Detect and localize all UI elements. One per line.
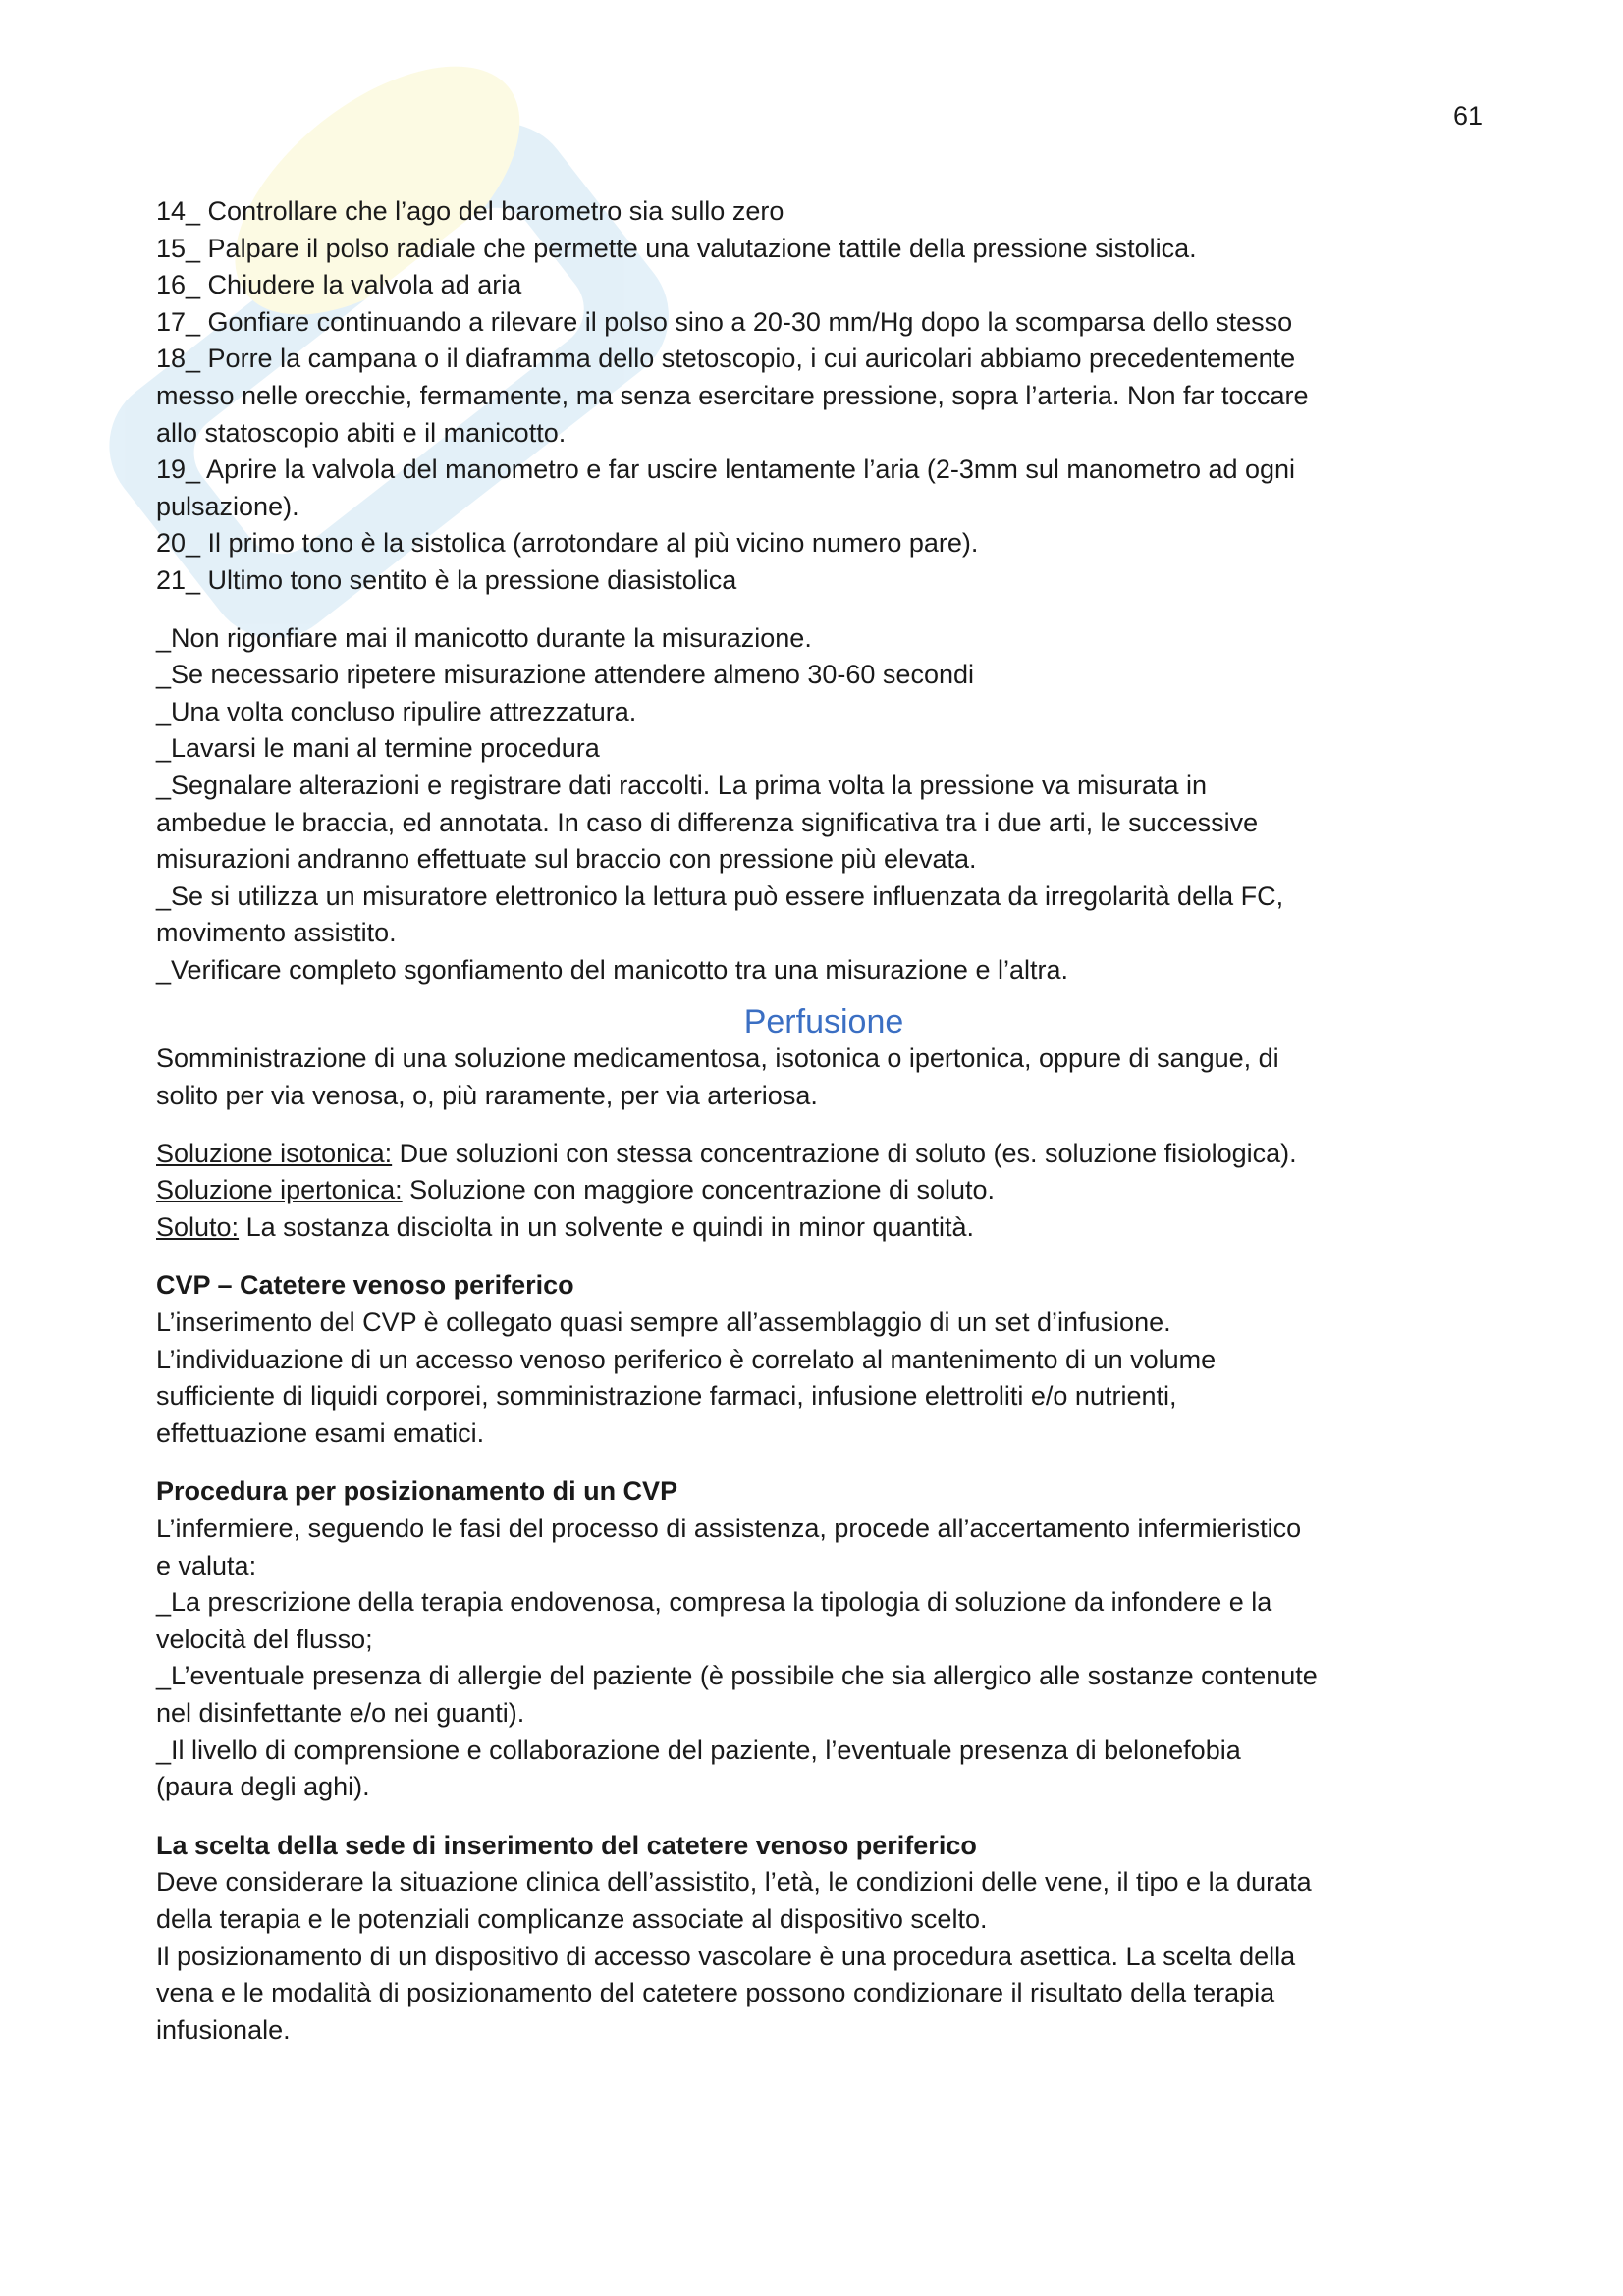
definition-line [156,1172,1491,1209]
note-line: ambedue le braccia, ed annotata. In caso di differenza significativa tra i due arti, le successive [156,807,1259,837]
note-line: _Segnalare alterazioni e registrare dati raccolti. La prima volta la pressione va misurata in [156,770,1208,800]
scelta-line: della terapia e le potenziali complicanze associate al dispositivo scelto. [156,1903,988,1934]
procedura-line: (paura degli aghi). [156,1772,370,1802]
step-line: messo nelle orecchie, fermamente, ma senza esercitare pressione, sopra l’arteria. Non far toccare [156,380,1309,410]
step-line: 19_ Aprire la valvola del manometro e far uscire lentamente l’aria (2-3mm sul manometro ad ogni [156,454,1296,485]
scelta-line: Il posizionamento di un dispositivo di accesso vascolare è una procedura asettica. La scelta della [156,1941,1296,1971]
step-line: 17_ Gonfiare continuando a rilevare il polso sino a 20-30 mm/Hg dopo la scomparsa dello stesso [156,306,1293,337]
page-content [156,193,1491,2049]
cvp-line: L’inserimento del CVP è collegato quasi sempre all’assemblaggio di un set d’infusione. [156,1308,1171,1338]
definition-line [156,1136,1491,1173]
page-number: 61 [1452,101,1483,131]
step-line: 16_ Chiudere la valvola ad aria [156,270,522,300]
scelta-line: infusionale. [156,2014,291,2045]
scelta-line: Deve considerare la situazione clinica dell’assistito, l’età, le condizioni delle vene, il tipo e la durata [156,1867,1312,1897]
procedura-heading: Procedura per posizionamento di un CVP [156,1476,678,1507]
step-line: 15_ Palpare il polso radiale che permette una valutazione tattile della pressione sistolica. [156,233,1197,263]
definition-text: La sostanza disciolta in un solvente e quindi in minor quantità. [239,1211,975,1242]
cvp-line: effettuazione esami ematici. [156,1417,485,1448]
procedure-steps [156,193,1491,600]
cvp-section [156,1267,1491,1452]
section-title-perfusione: Perfusione [743,1003,904,1041]
perfusione-intro [156,1041,1491,1114]
procedura-line: _L’eventuale presenza di allergie del paziente (è possibile che sia allergico alle sostanze contenute [156,1661,1318,1691]
intro-line: Somministrazione di una soluzione medicamentosa, isotonica o ipertonica, oppure di sangue, di [156,1043,1279,1074]
intro-line: solito per via venosa, o, più raramente, per via arteriosa. [156,1081,818,1111]
procedura-line: _Il livello di comprensione e collaborazione del paziente, l’eventuale presenza di belonefobia [156,1735,1241,1765]
step-line: 14_ Controllare che l’ago del barometro sia sullo zero [156,196,784,226]
procedura-line: nel disinfettante e/o nei guanti). [156,1697,525,1728]
step-line: allo statoscopio abiti e il manicotto. [156,417,567,448]
definition-text: Soluzione con maggiore concentrazione di soluto. [402,1175,996,1205]
definition-term: Soluzione isotonica: [156,1138,393,1168]
note-line: _Se si utilizza un misuratore elettronico la lettura può essere influenzata da irregolarità della FC, [156,881,1284,911]
procedura-line: e valuta: [156,1550,257,1580]
procedura-line: _La prescrizione della terapia endovenosa, compresa la tipologia di soluzione da infondere e la [156,1587,1272,1618]
step-line: 20_ Il primo tono è la sistolica (arrotondare al più vicino numero pare). [156,528,979,559]
step-line: pulsazione). [156,491,299,521]
procedura-line: L’infermiere, seguendo le fasi del processo di assistenza, procede all’accertamento infermieristico [156,1514,1302,1543]
note-line: _Lavarsi le mani al termine procedura [156,733,600,764]
note-line: misurazioni andranno effettuate sul braccio con pressione più elevata. [156,844,977,875]
cvp-line: sufficiente di liquidi corporei, somministrazione farmaci, infusione elettroliti e/o nutrienti, [156,1381,1177,1412]
scelta-line: vena e le modalità di posizionamento del catetere possono condizionare il risultato della terapia [156,1978,1275,2008]
step-line: 21_ Ultimo tono sentito è la pressione diasistolica [156,564,737,595]
procedura-line: velocità del flusso; [156,1624,373,1654]
definition-line [156,1209,1491,1247]
definition-term: Soluto: [156,1211,240,1242]
note-line: _Non rigonfiare mai il manicotto durante la misurazione. [156,622,812,653]
definitions [156,1136,1491,1247]
definition-term: Soluzione ipertonica: [156,1175,403,1205]
note-line: movimento assistito. [156,918,397,948]
note-line: _Una volta concluso ripulire attrezzatura. [156,696,637,726]
cvp-line: L’individuazione di un accesso venoso periferico è correlato al mantenimento di un volume [156,1344,1217,1374]
procedura-section [156,1473,1491,1805]
definition-text: Due soluzioni con stessa concentrazione di soluto (es. soluzione fisiologica). [392,1138,1297,1168]
scelta-heading: La scelta della sede di inserimento del catetere venoso periferico [156,1830,977,1860]
measurement-notes [156,620,1491,989]
note-line: _Se necessario ripetere misurazione attendere almeno 30-60 secondi [156,660,974,690]
note-line: _Verificare completo sgonfiamento del manicotto tra una misurazione e l’altra. [156,954,1068,985]
scelta-section [156,1828,1491,2050]
step-line: 18_ Porre la campana o il diaframma dello stetoscopio, i cui auricolari abbiamo precedentemente [156,344,1296,374]
cvp-heading: CVP – Catetere venoso periferico [156,1270,574,1301]
